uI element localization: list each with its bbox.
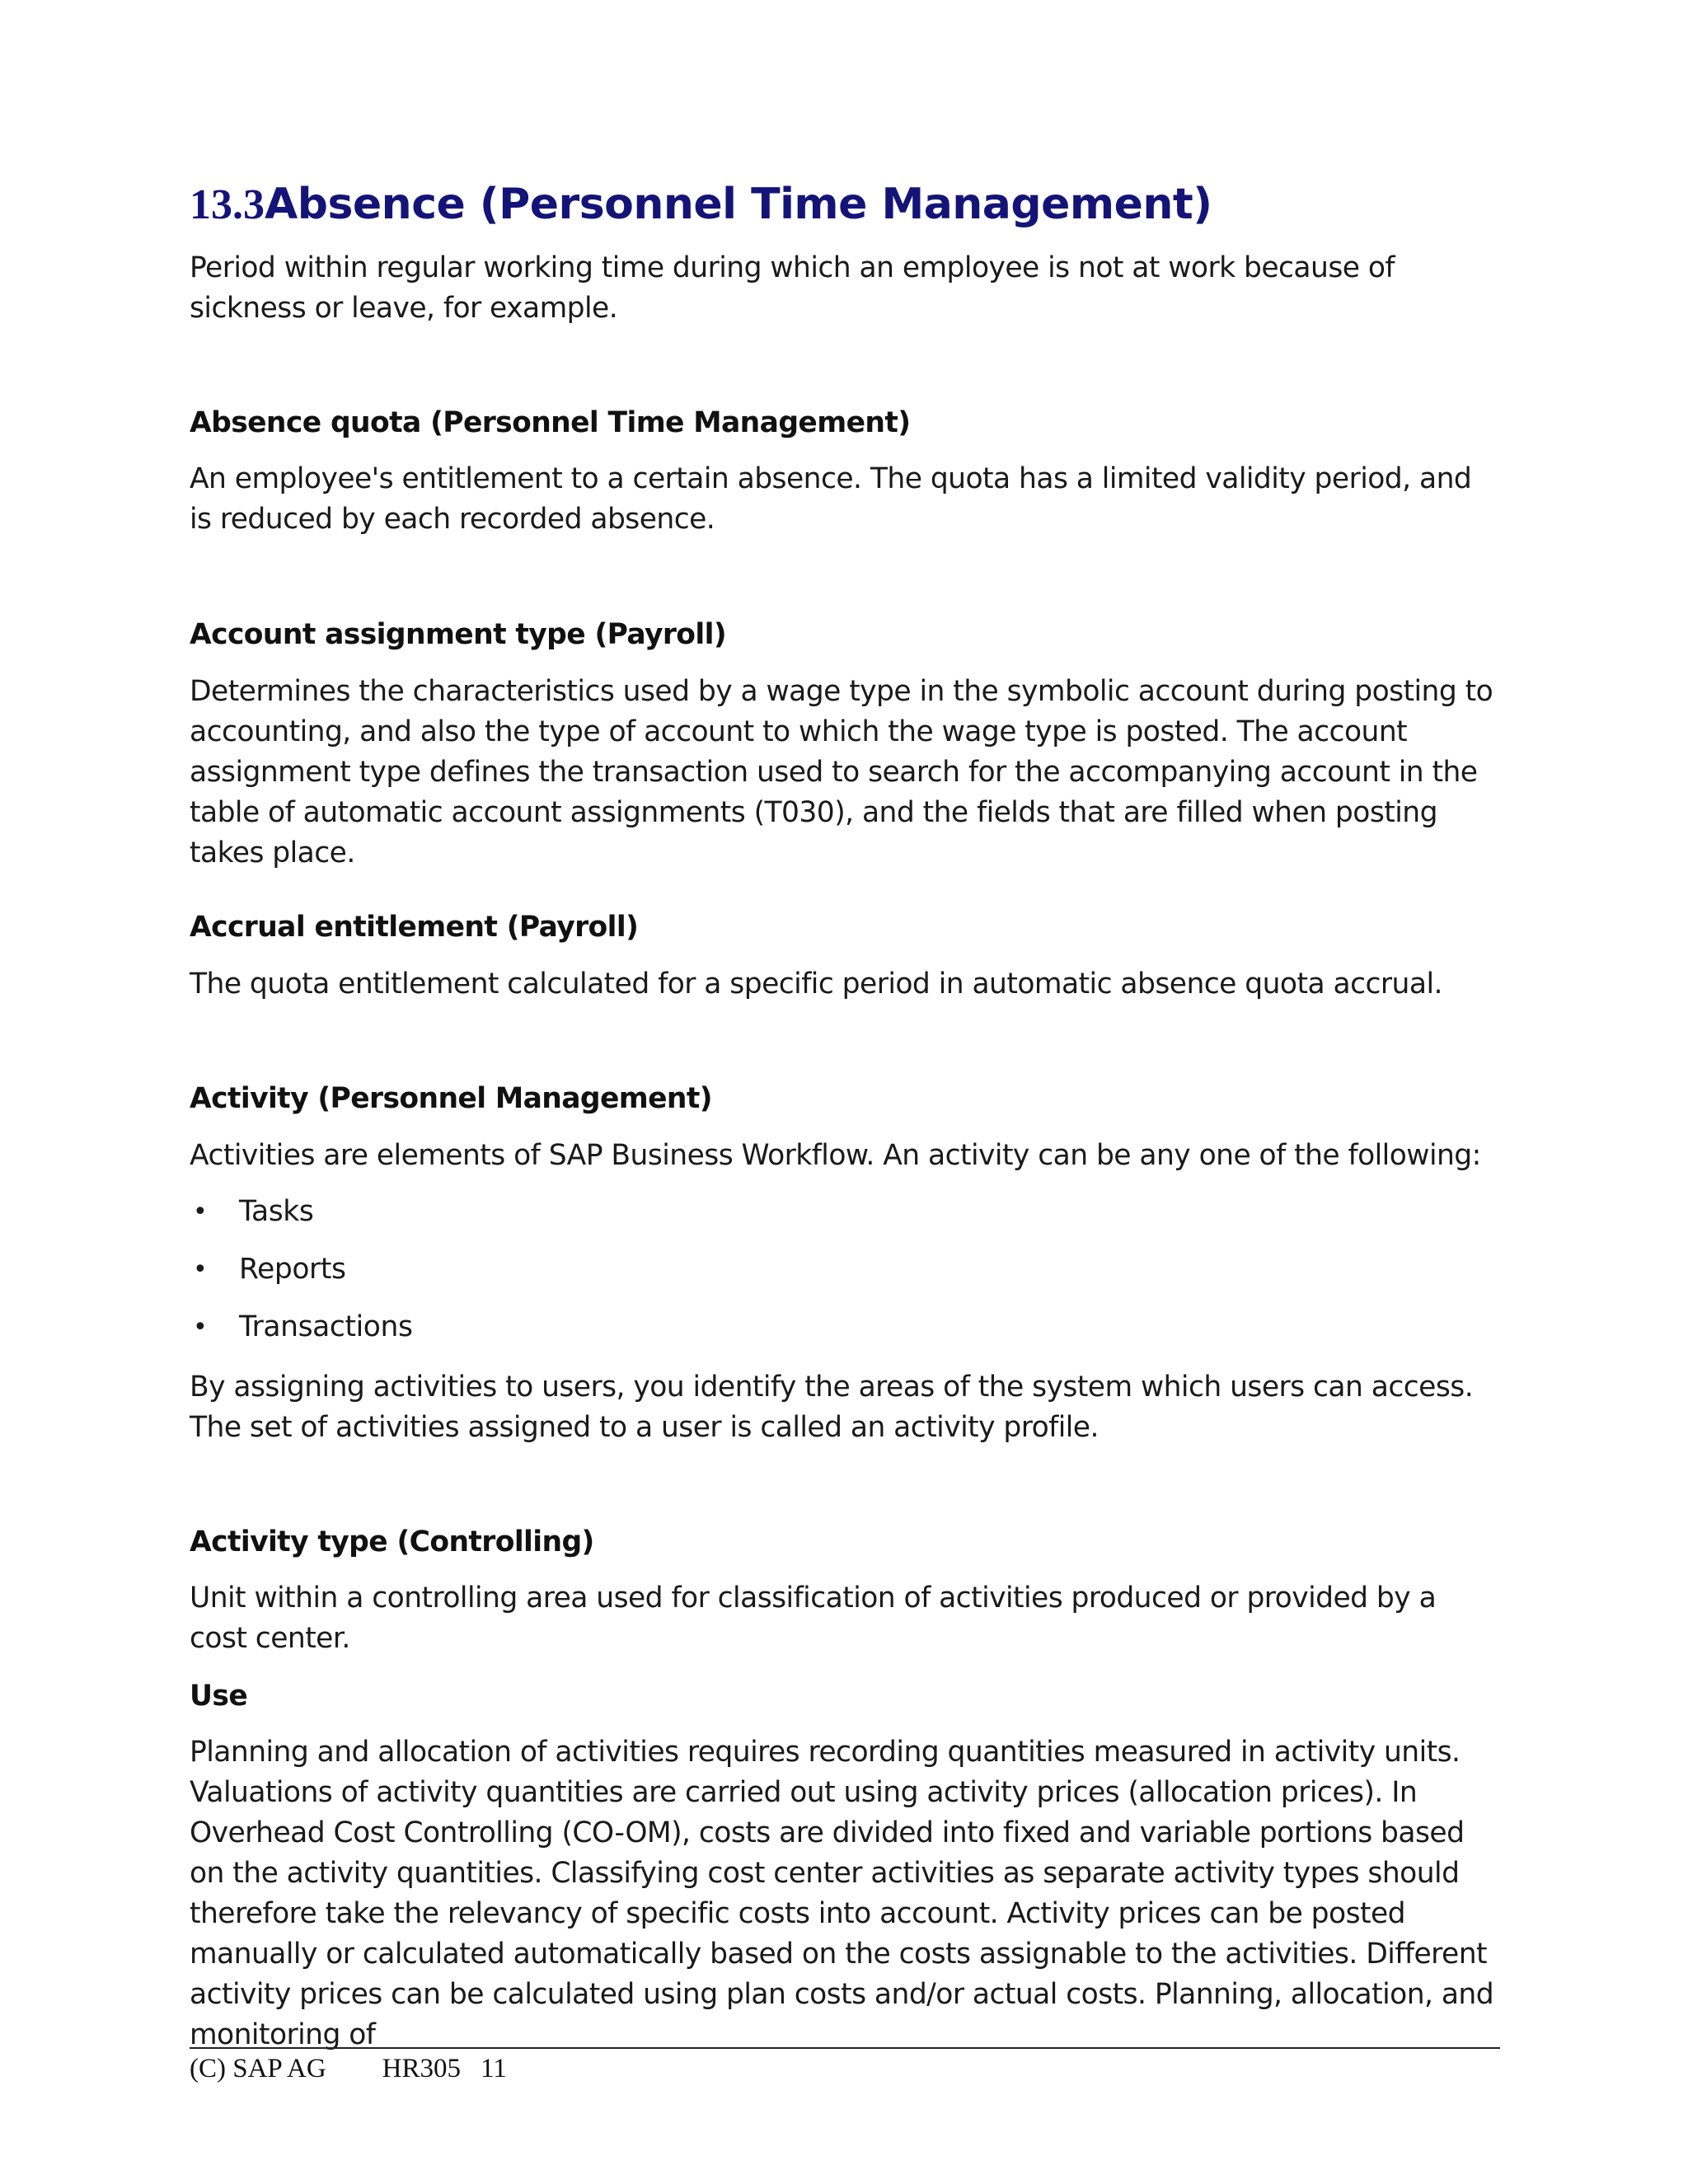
use-subheading: Use: [190, 1680, 248, 1713]
section-number: 13.3: [190, 181, 265, 228]
list-item-label: Transactions: [239, 1310, 413, 1343]
footer-divider: [190, 2047, 1500, 2049]
definition-absence-quota: An employee's entitlement to a certain absence. The quota has a limited validity period, and is reduced by each recorded absence.: [190, 462, 1472, 536]
intro-paragraph: Period within regular working time during which an employee is not at work because of sickness or leave, for example.: [190, 251, 1395, 325]
bullet-icon: •: [193, 1313, 208, 1342]
page-footer: [190, 2052, 507, 2085]
document-page: [190, 0, 1500, 2184]
footer-page-number: 11: [481, 2054, 507, 2083]
activity-followup-paragraph: By assigning activities to users, you identify the areas of the system which users can access. The set of activities assigned to a user is called an activity profile.: [190, 1371, 1474, 1444]
term-absence-quota: Absence quota (Personnel Time Management): [190, 406, 911, 439]
term-activity: Activity (Personnel Management): [190, 1082, 712, 1115]
term-accrual-entitlement: Accrual entitlement (Payroll): [190, 911, 639, 944]
term-activity-type: Activity type (Controlling): [190, 1526, 594, 1558]
section-title: Absence (Personnel Time Management): [265, 180, 1212, 229]
bullet-icon: •: [193, 1197, 208, 1226]
definition-activity-type: Unit within a controlling area used for classification of activities produced or provided by a cost center.: [190, 1582, 1437, 1655]
definition-account-assignment-type: Determines the characteristics used by a wage type in the symbolic account during posting to accounting, and also the type of account to which the wage type is posted. The account assignment type defines the transaction used to search for the accompanying account in the table of automatic account assignments (T030), and the fields that are filled when posting takes place.: [190, 675, 1493, 869]
activity-type-use-paragraph: Planning and allocation of activities requires recording quantities measured in activity units. Valuations of activity quantities are carried out using activity prices (allocation prices). In Overhead Cost Controlling (CO-OM), costs are divided into fixed and variable portions based on the activity quantities. Classifying cost center activities as separate activity types should therefore take the relevancy of specific costs into account. Activity prices can be posted manually or calculated automatically based on the costs assignable to the activities. Different activity prices can be calculated using plan costs and/or actual costs. Planning, allocation, and monitoring of: [190, 1736, 1494, 2051]
bullet-icon: •: [193, 1255, 208, 1284]
definition-accrual-entitlement: The quota entitlement calculated for a specific period in automatic absence quota accrual.: [190, 968, 1442, 1001]
footer-course-code: HR305: [382, 2054, 461, 2083]
list-item-label: Reports: [239, 1253, 346, 1286]
term-account-assignment-type: Account assignment type (Payroll): [190, 618, 727, 651]
list-item-label: Tasks: [239, 1195, 314, 1228]
footer-copyright: (C) SAP AG: [190, 2054, 326, 2083]
section-heading: [190, 175, 1212, 235]
definition-activity: Activities are elements of SAP Business Workflow. An activity can be any one of the following:: [190, 1139, 1481, 1172]
